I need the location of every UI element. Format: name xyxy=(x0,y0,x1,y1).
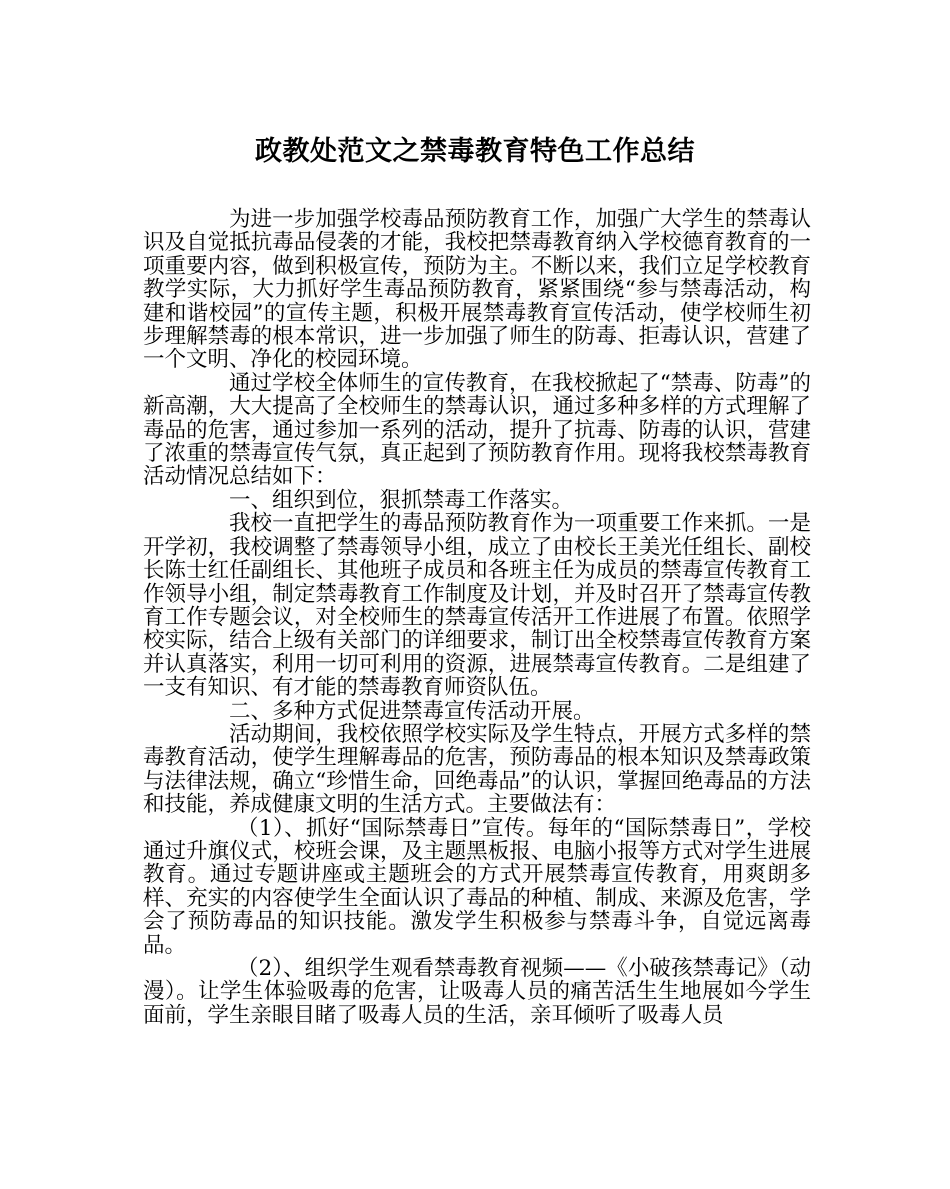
paragraph-organization: 我校一直把学生的毒品预防教育作为一项重要工作来抓。一是开学初，我校调整了禁毒领导小组，成立了由校长王美光任组长、副校长陈士红任副组长、其他班子成员和各班主任为成员的禁毒宣传教育工作领导小组，制定禁毒教育工作制度及计划，并及时召开了禁毒宣传教育工作专题会议，对全校师生的禁毒宣传活开工作进展了布置。依照学校实际，结合上级有关部门的详细要求，制订出全校禁毒宣传教育方案并认真落实，利用一切可利用的资源，进展禁毒宣传教育。二是组建了一支有知识、有才能的禁毒教育师资队伍。 xyxy=(143,511,811,701)
list-item-1: （1）、抓好“国际禁毒日”宣传。每年的“国际禁毒日”，学校通过升旗仪式，校班会课，及主题黑板报、电脑小报等方式对学生进展教育。通过专题讲座或主题班会的方式开展禁毒宣传教育，用爽朗多样、充实的内容使学生全面认识了毒品的种植、制成、来源及危害，学会了预防毒品的知识技能。激发学生积极参与禁毒斗争，自觉远离毒品。 xyxy=(143,815,811,958)
paragraph-intro: 为进一步加强学校毒品预防教育工作，加强广大学生的禁毒认识及自觉抵抗毒品侵袭的才能，我校把禁毒教育纳入学校德育教育的一项重要内容，做到积极宣传，预防为主。不断以来，我们立足学校教育教学实际，大力抓好学生毒品预防教育，紧紧围绕“参与禁毒活动，构建和谐校园”的宣传主题，积极开展禁毒教育宣传活动，使学校师生初步理解禁毒的根本常识，进一步加强了师生的防毒、拒毒认识，营建了一个文明、净化的校园环境。 xyxy=(143,207,811,373)
section-heading-2: 二、多种方式促进禁毒宣传活动开展。 xyxy=(229,698,595,724)
document-title: 政教处范文之禁毒教育特色工作总结 xyxy=(255,136,695,167)
section-heading-1: 一、组织到位，狠抓禁毒工作落实。 xyxy=(229,487,574,513)
list-item-2: （2）、组织学生观看禁毒教育视频——《小破孩禁毒记》（动漫）。让学生体验吸毒的危害，让吸毒人员的痛苦活生生地展如今学生面前，学生亲眼目睹了吸毒人员的生活，亲耳倾听了吸毒人员 xyxy=(143,956,811,1028)
paragraph-activities: 活动期间，我校依照学校实际及学生特点，开展方式多样的禁毒教育活动，使学生理解毒品的危害，预防毒品的根本知识及禁毒政策与法律法规，确立“珍惜生命，回绝毒品”的认识，掌握回绝毒品的方法和技能，养成健康文明的生活方式。主要做法有： xyxy=(143,721,811,818)
paragraph-overview: 通过学校全体师生的宣传教育，在我校掀起了“禁毒、防毒”的新高潮，大大提高了全校师生的禁毒认识，通过多种多样的方式理解了毒品的危害，通过参加一系列的活动，提升了抗毒、防毒的认识，营建了浓重的禁毒宣传气氛，真正起到了预防教育作用。现将我校禁毒教育活动情况总结如下： xyxy=(143,370,811,490)
document-body xyxy=(143,208,811,1027)
